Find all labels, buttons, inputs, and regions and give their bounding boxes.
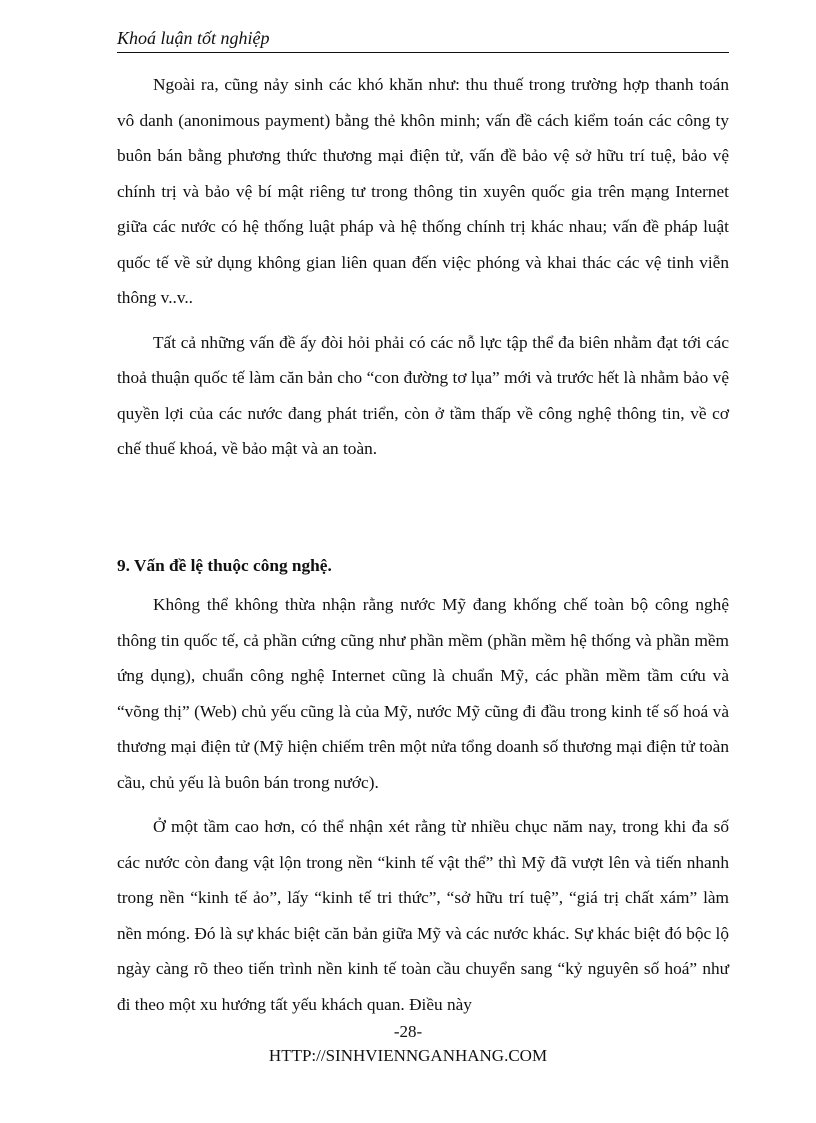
paragraph: Ngoài ra, cũng nảy sinh các khó khăn như: thu thuế trong trường hợp thanh toán vô danh (anonimous payment) bằng thẻ khôn minh; vấn đề cách kiểm toán các công ty buôn bán bằng phương thức thương mại điện tử, vấn đề bảo vệ sở hữu trí tuệ, bảo vệ chính trị và bảo vệ bí mật riêng tư trong thông tin xuyên quốc gia trên mạng Internet giữa các nước có hệ thống luật pháp và hệ thống chính trị khác nhau; vấn đề pháp luật quốc tế về sử dụng không gian liên quan đến việc phóng và khai thác các vệ tinh viễn thông v..v..: [117, 75, 729, 307]
page-number: -28-: [393, 1022, 423, 1041]
page-header: [117, 22, 729, 53]
section-heading: 9. Vấn đề lệ thuộc công nghệ.: [117, 556, 332, 575]
paragraph: Ở một tầm cao hơn, có thể nhận xét rằng từ nhiều chục năm nay, trong khi đa số các nước còn đang vật lộn trong nền “kinh tế vật thể” thì Mỹ đã vượt lên và tiến nhanh trong nền “kinh tế ảo”, lấy “kinh tế tri thức”, “sở hữu trí tuệ”, “giá trị chất xám” làm nền móng. Đó là sự khác biệt căn bản giữa Mỹ và các nước khác. Sự khác biệt đó bộc lộ ngày càng rõ theo tiến trình nền kinh tế toàn cầu chuyển sang “kỷ nguyên số hoá” như đi theo một xu hướng tất yếu khách quan. Điều này: [117, 817, 729, 1014]
footer-url: HTTP://SINHVIENNGANHANG.COM: [268, 1046, 548, 1065]
text-block-intro: [117, 67, 729, 467]
paragraph: Tất cả những vấn đề ấy đòi hỏi phải có các nỗ lực tập thể đa biên nhằm đạt tới các thoả thuận quốc tế làm căn bản cho “con đường tơ lụa” mới và trước hết là nhằm bảo vệ quyền lợi của các nước đang phát triển, còn ở tầm thấp về công nghệ thông tin, về cơ chế thuế khoá, về bảo mật và an toàn.: [117, 332, 729, 458]
paragraph: Không thể không thừa nhận rằng nước Mỹ đang khống chế toàn bộ công nghệ thông tin quốc tế, cả phần cứng cũng như phần mềm (phần mềm hệ thống và phần mềm ứng dụng), chuẩn công nghệ Internet cũng là chuẩn Mỹ, các phần mềm tầm cứu và “võng thị” (Web) chủ yếu cũng là của Mỹ, nước Mỹ cũng đi đầu trong kinh tế số hoá và thương mại điện tử (Mỹ hiện chiếm trên một nửa tổng doanh số thương mại điện tử toàn cầu, chủ yếu là buôn bán trong nước).: [117, 595, 729, 792]
header-title: Khoá luận tốt nghiệp: [117, 28, 270, 48]
text-block-section-9: [117, 587, 729, 1022]
paragraph-spacer: [117, 316, 729, 325]
paragraph-spacer: [117, 800, 729, 809]
